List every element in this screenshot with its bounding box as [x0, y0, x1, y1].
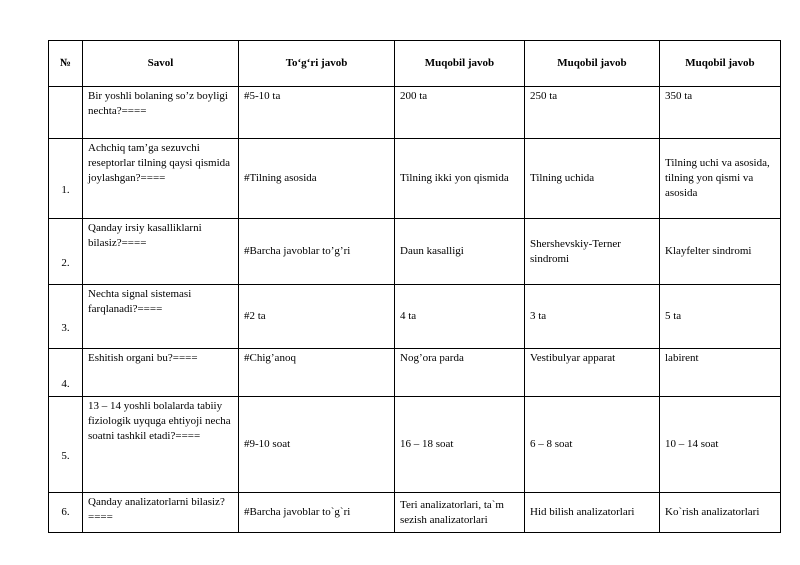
row-number	[49, 87, 83, 139]
header-num: №	[49, 41, 83, 87]
table-row	[49, 139, 781, 219]
header-alt3: Muqobil javob	[660, 41, 781, 87]
header-alt1: Muqobil javob	[395, 41, 525, 87]
alt-answer-2-cell: 250 ta	[525, 87, 660, 139]
alt-answer-1-cell: Tilning ikki yon qismida	[395, 139, 525, 219]
correct-answer-cell: #Barcha javoblar to`g`ri	[239, 493, 395, 533]
question-cell: Qanday analizatorlarni bilasiz?====	[83, 493, 239, 533]
table-row	[49, 493, 781, 533]
alt-answer-3-cell: Klayfelter sindromi	[660, 219, 781, 285]
header-correct: To‘g‘ri javob	[239, 41, 395, 87]
question-cell: Nechta signal sistemasi farqlanadi?====	[83, 285, 239, 349]
alt-answer-3-cell: 350 ta	[660, 87, 781, 139]
alt-answer-2-cell: Shershevskiy-Terner sindromi	[525, 219, 660, 285]
question-cell: 13 – 14 yoshli bolalarda tabiiy fiziologik uyquga ehtiyoji necha soatni tashkil etadi?====	[83, 397, 239, 493]
alt-answer-2-cell: Vestibulyar apparat	[525, 349, 660, 397]
alt-answer-2-cell: 6 – 8 soat	[525, 397, 660, 493]
header-row	[49, 41, 781, 87]
table-row	[49, 87, 781, 139]
correct-answer-cell: #Tilning asosida	[239, 139, 395, 219]
row-number: 2.	[49, 219, 83, 285]
alt-answer-3-cell: Ko`rish analizatorlari	[660, 493, 781, 533]
question-cell: Bir yoshli bolaning so’z boyligi nechta?====	[83, 87, 239, 139]
question-cell: Eshitish organi bu?====	[83, 349, 239, 397]
alt-answer-1-cell: 16 – 18 soat	[395, 397, 525, 493]
header-alt2: Muqobil javob	[525, 41, 660, 87]
row-number: 6.	[49, 493, 83, 533]
alt-answer-3-cell: labirent	[660, 349, 781, 397]
question-cell: Achchiq tam’ga sezuvchi reseptorlar tilning qaysi qismida joylashgan?====	[83, 139, 239, 219]
correct-answer-cell: #9-10 soat	[239, 397, 395, 493]
alt-answer-2-cell: Hid bilish analizatorlari	[525, 493, 660, 533]
correct-answer-cell: #5-10 ta	[239, 87, 395, 139]
table-row	[49, 219, 781, 285]
quiz-table	[48, 40, 781, 533]
alt-answer-1-cell: Teri analizatorlari, ta`m sezish analizatorlari	[395, 493, 525, 533]
correct-answer-cell: #Barcha javoblar to’g’ri	[239, 219, 395, 285]
question-cell: Qanday irsiy kasalliklarni bilasiz?====	[83, 219, 239, 285]
alt-answer-1-cell: 4 ta	[395, 285, 525, 349]
alt-answer-3-cell: Tilning uchi va asosida, tilning yon qismi va asosida	[660, 139, 781, 219]
alt-answer-2-cell: 3 ta	[525, 285, 660, 349]
table-row	[49, 397, 781, 493]
table-row	[49, 285, 781, 349]
row-number: 5.	[49, 397, 83, 493]
alt-answer-2-cell: Tilning uchida	[525, 139, 660, 219]
row-number: 3.	[49, 285, 83, 349]
alt-answer-1-cell: Daun kasalligi	[395, 219, 525, 285]
alt-answer-3-cell: 10 – 14 soat	[660, 397, 781, 493]
correct-answer-cell: #Chig’anoq	[239, 349, 395, 397]
row-number: 4.	[49, 349, 83, 397]
header-question: Savol	[83, 41, 239, 87]
correct-answer-cell: #2 ta	[239, 285, 395, 349]
alt-answer-1-cell: 200 ta	[395, 87, 525, 139]
alt-answer-1-cell: Nog’ora parda	[395, 349, 525, 397]
table-row	[49, 349, 781, 397]
row-number: 1.	[49, 139, 83, 219]
alt-answer-3-cell: 5 ta	[660, 285, 781, 349]
